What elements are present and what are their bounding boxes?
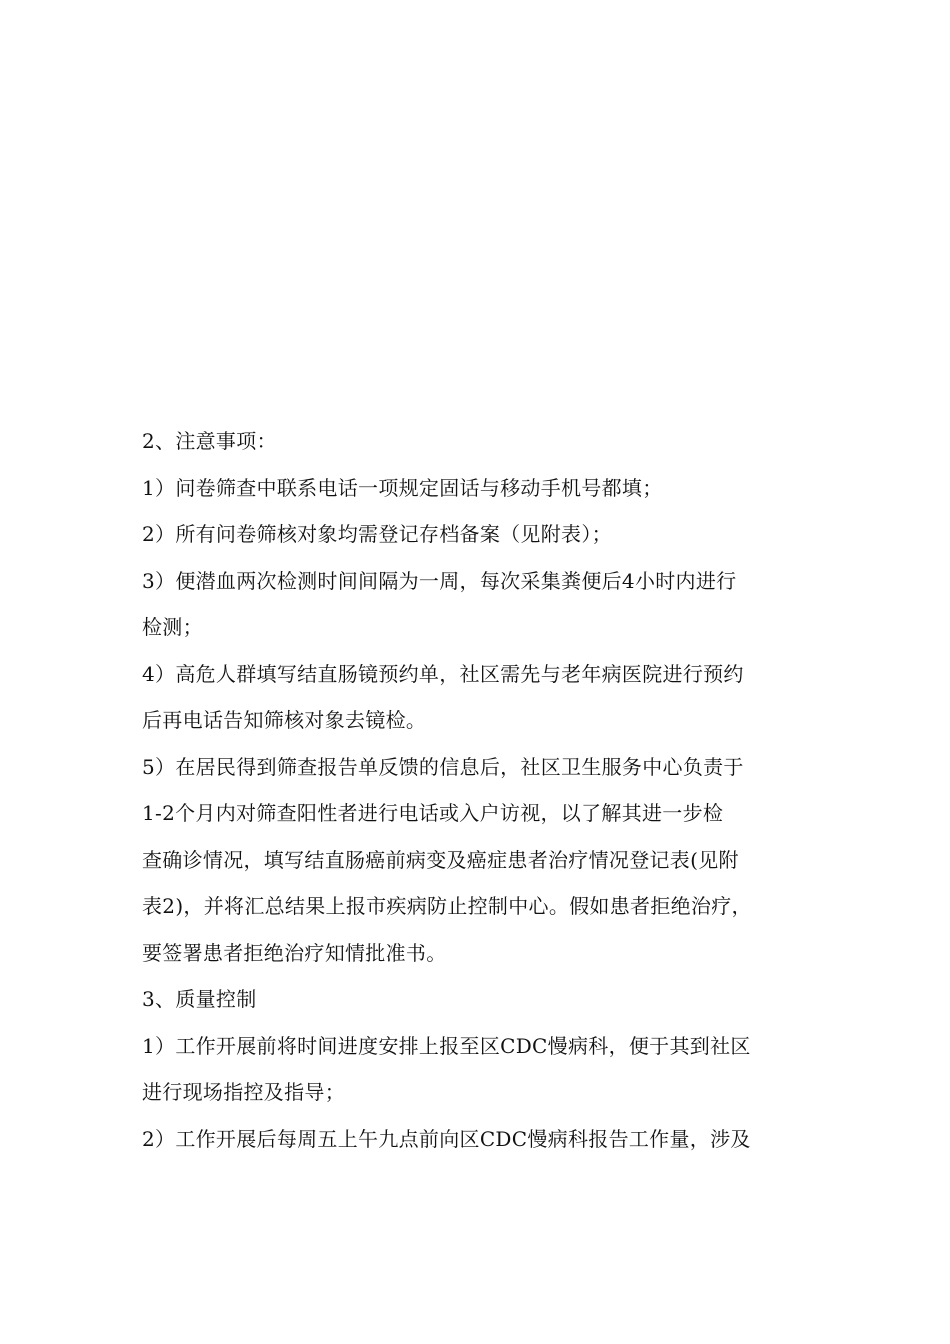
paragraph-line: 1）工作开展前将时间进度安排上报至区CDC慢病科，便于其到社区 [142,1033,751,1058]
paragraph-line: 要签署患者拒绝治疗知情批准书。 [142,940,447,965]
paragraph-line: 后再电话告知筛核对象去镜检。 [142,708,427,732]
document-body [142,418,832,1162]
paragraph-line: 进行现场指控及指导； [142,1080,345,1104]
paragraph-line: 查确诊情况，填写结直肠癌前病变及癌症患者治疗情况登记表(见附 [142,847,739,872]
paragraph-line: 表2)，并将汇总结果上报市疾病防止控制中心。假如患者拒绝治疗， [142,894,752,918]
section-heading-quality-control: 3、质量控制 [142,987,257,1011]
paragraph-line: 4）高危人群填写结直肠镜预约单，社区需先与老年病医院进行预约 [142,661,744,686]
paragraph-line: 检测； [142,615,203,639]
section-heading-notes: 2、注意事项： [142,429,277,453]
paragraph-line: 2）所有问卷筛核对象均需登记存档备案（见附表）； [142,522,612,546]
paragraph-line: 3）便潜血两次检测时间间隔为一周，每次采集粪便后4小时内进行 [142,568,737,593]
paragraph-line: 5）在居民得到筛查报告单反馈的信息后，社区卫生服务中心负责于 [142,754,744,779]
paragraph-line: 1-2个月内对筛查阳性者进行电话或入户访视，以了解其进一步检 [142,801,724,825]
paragraph-line: 2）工作开展后每周五上午九点前向区CDC慢病科报告工作量，涉及 [142,1126,751,1151]
paragraph-line: 1）问卷筛查中联系电话一项规定固话与移动手机号都填； [142,475,663,500]
